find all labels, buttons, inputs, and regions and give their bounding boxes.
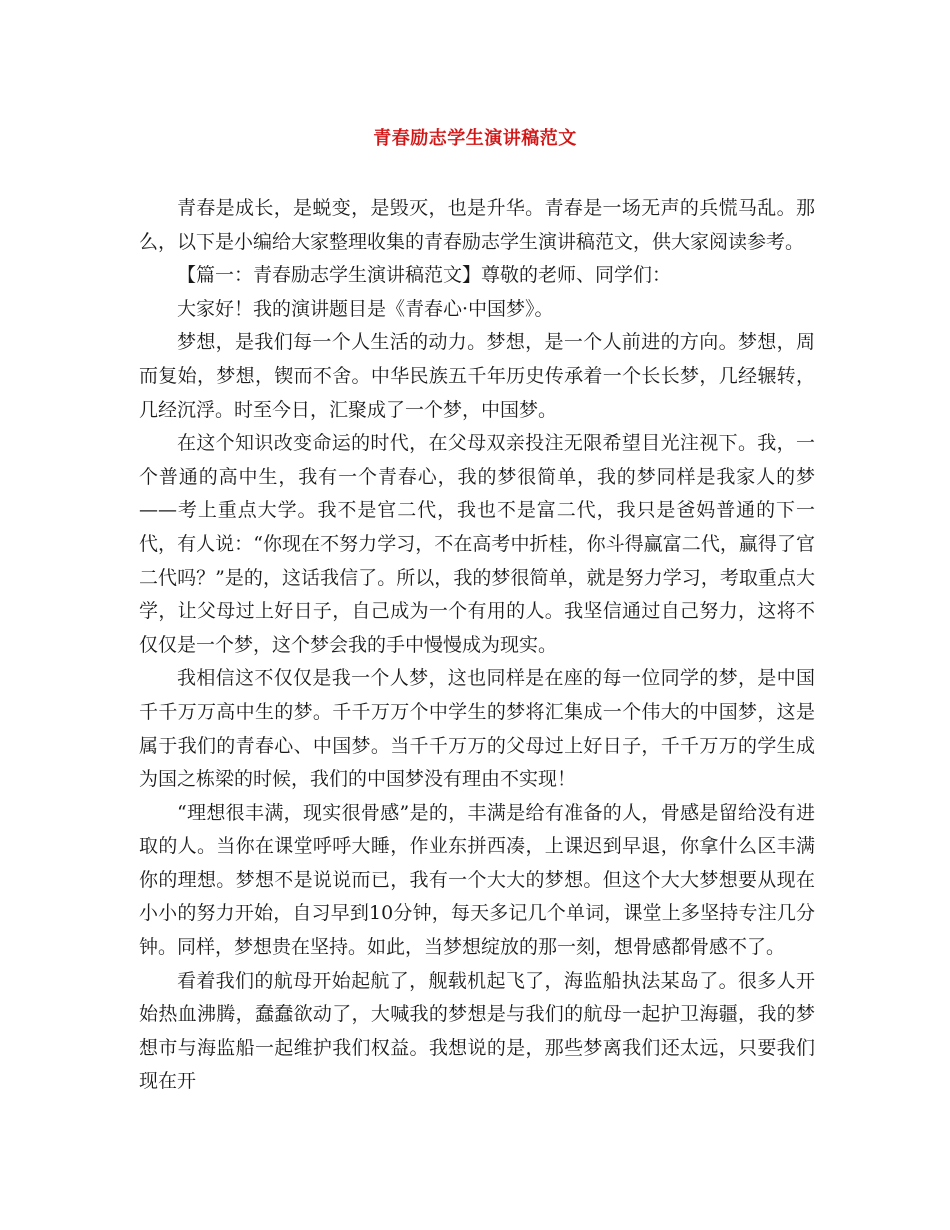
paragraph-section-heading: 【篇一：青春励志学生演讲稿范文】尊敬的老师、同学们：	[177, 264, 672, 287]
document-title: 青春励志学生演讲稿范文	[373, 128, 577, 149]
paragraph-dream: 梦想，是我们每一个人生活的动力。梦想，是一个人前进的方向。梦想，周而复始，梦想，锲而不舍。中华民族五千年历史传承着一个长长梦，几经辗转，几经沉浮。时至今日，汇聚成了一个梦，中国梦。	[139, 331, 815, 421]
document-body	[139, 192, 815, 1099]
paragraph-ideal: “理想很丰满，现实很骨感”是的，丰满是给有准备的人，骨感是留给没有进取的人。当你在课堂呼呼大睡，作业东拼西凑，上课迟到早退，你拿什么区丰满你的理想。梦想不是说说而已，我有一个大大的梦想。但这个大大梦想要从现在小小的努力开始，自习早到10分钟，每天多记几个单词，课堂上多坚持专注几分钟。同样，梦想贵在坚持。如此，当梦想绽放的那一刻，想骨感都骨感不了。	[139, 801, 815, 959]
paragraph-greeting: 大家好！我的演讲题目是《青春心·中国梦》。	[177, 297, 554, 320]
paragraph-knowledge: 在这个知识改变命运的时代，在父母双亲投注无限希望目光注视下。我，一个普通的高中生，我有一个青春心，我的梦很简单，我的梦同样是我家人的梦——考上重点大学。我不是官二代，我也不是富二代，我只是爸妈普通的下一代，有人说：“你现在不努力学习，不在高考中折桂，你斗得赢富二代，赢得了官二代吗？”是的，这话我信了。所以，我的梦很简单，就是努力学习，考取重点大学，让父母过上好日子，自己成为一个有用的人。我坚信通过自己努力，这将不仅仅是一个梦，这个梦会我的手中慢慢成为现实。	[139, 432, 815, 656]
paragraph-believe: 我相信这不仅仅是我一个人梦，这也同样是在座的每一位同学的梦，是中国千千万万高中生的梦。千千万万个中学生的梦将汇集成一个伟大的中国梦，这是属于我们的青春心、中国梦。当千千万万的父母过上好日子，千千万万的学生成为国之栋梁的时候，我们的中国梦没有理由不实现！	[139, 667, 815, 791]
paragraph-carrier: 看着我们的航母开始起航了，舰载机起飞了，海监船执法某岛了。很多人开始热血沸腾，蠢蠢欲动了，大喊我的梦想是与我们的航母一起护卫海疆，我的梦想市与海监船一起维护我们权益。我想说的是，那些梦离我们还太远，只要我们现在开	[139, 969, 815, 1093]
paragraph-intro: 青春是成长，是蜕变，是毁灭，也是升华。青春是一场无声的兵慌马乱。那么，以下是小编给大家整理收集的青春励志学生演讲稿范文，供大家阅读参考。	[139, 197, 815, 253]
